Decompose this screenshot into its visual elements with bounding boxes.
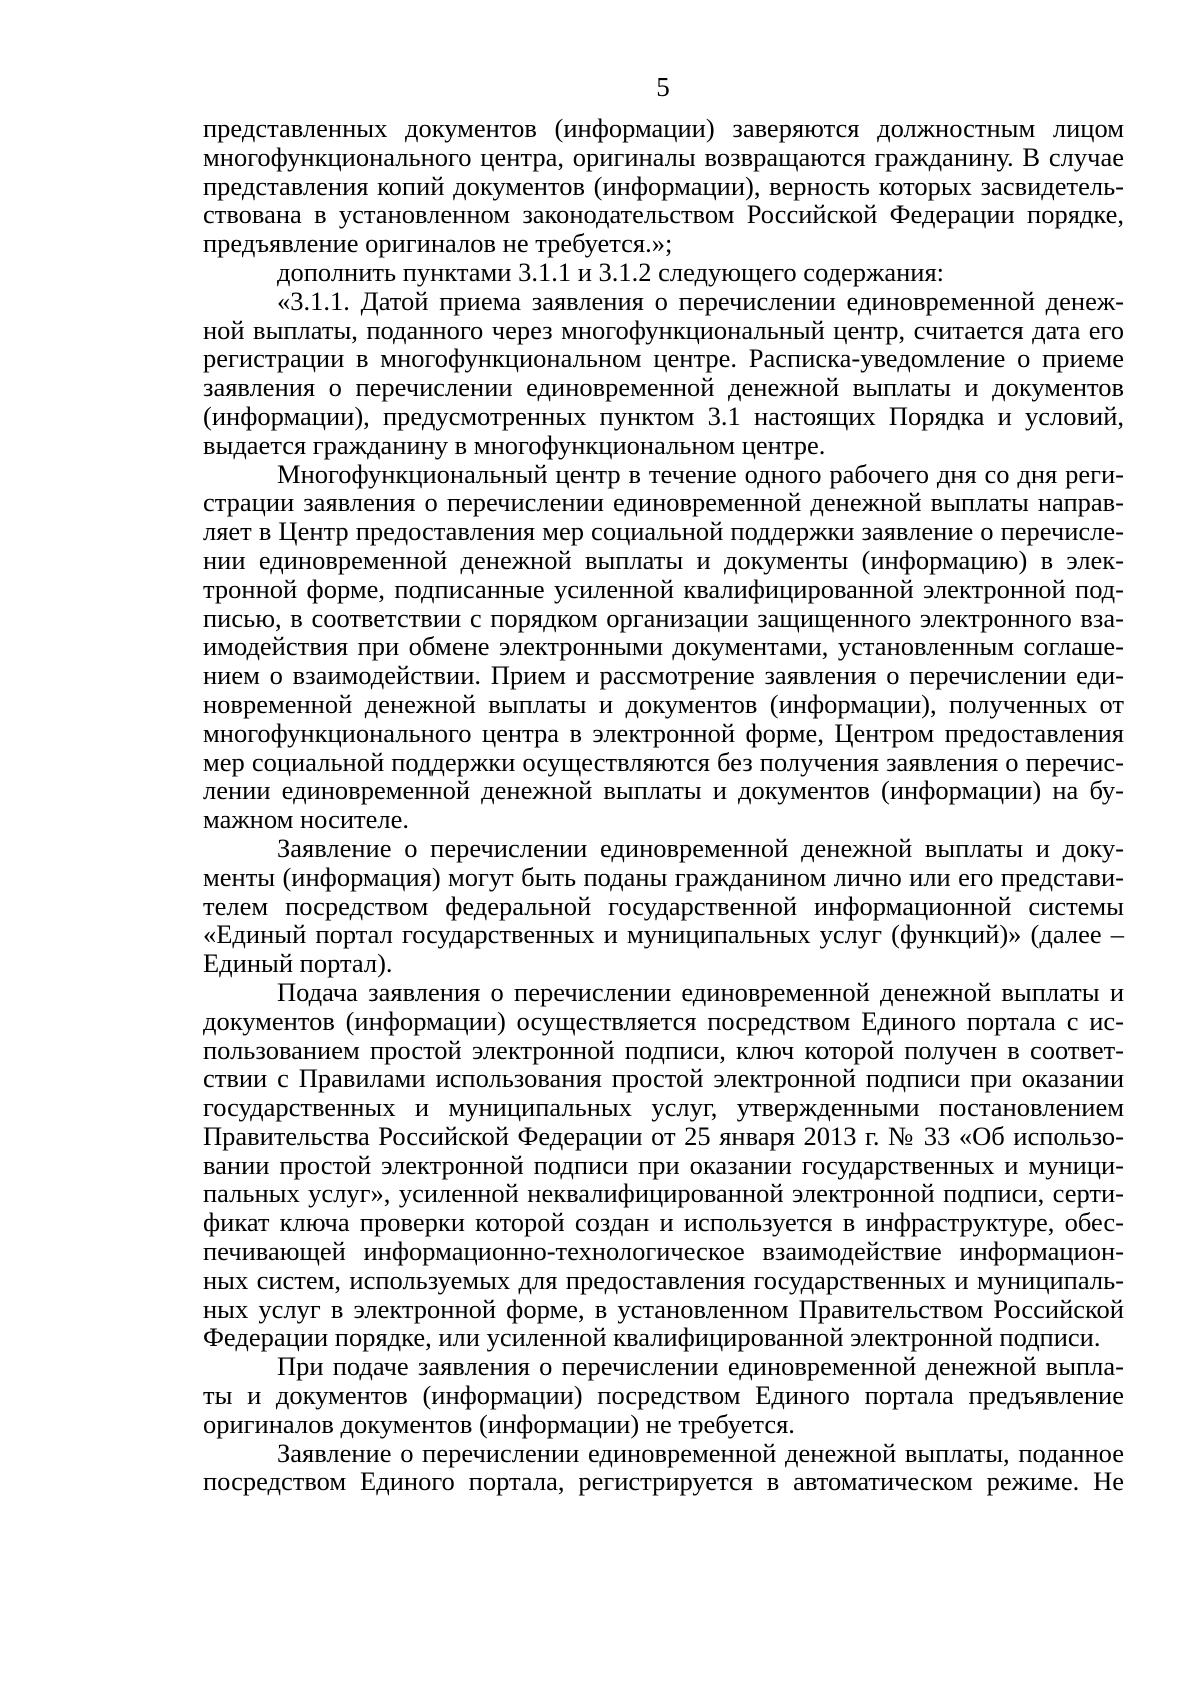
text-line: Многофункциональный центр в течение одного рабочего дня со дня реги-: [277, 458, 1124, 489]
text-line: фикат ключа проверки которой создан и используется в инфраструктуре, обес-: [203, 1207, 1124, 1238]
text-line: ляет в Центр предоставления мер социальной поддержки заявление о перечисле-: [203, 516, 1124, 547]
text-line: Заявление о перечислении единовременной денежной выплаты, поданное: [277, 1437, 1124, 1468]
text-line: Правительства Российской Федерации от 25 января 2013 г. № 33 «Об использо-: [203, 1120, 1124, 1151]
text-line: нии единовременной денежной выплаты и документы (информацию) в элек-: [203, 544, 1124, 575]
text-line: Федерации порядке, или усиленной квалифицированной электронной подписи.: [203, 1322, 1101, 1353]
text-line: Заявление о перечислении единовременной денежной выплаты и доку-: [277, 832, 1124, 863]
text-line: имодействия при обмене электронными документами, установленным соглаше-: [203, 631, 1124, 662]
text-line: посредством Единого портала, регистрируется в автоматическом режиме. Не: [203, 1466, 1124, 1497]
text-line: представления копий документов (информации), верность которых засвидетель-: [203, 170, 1124, 201]
text-line: выдается гражданину в многофункциональном центре.: [203, 429, 826, 460]
text-line: лении единовременной денежной выплаты и документов (информации) на бу-: [203, 775, 1124, 806]
text-line: регистрации в многофункциональном центре. Расписка-уведомление о приеме: [203, 343, 1124, 374]
text-line: (информации), предусмотренных пунктом 3.1 настоящих Порядка и условий,: [203, 400, 1124, 431]
text-line: государственных и муниципальных услуг, утвержденными постановлением: [203, 1092, 1124, 1123]
text-line: документов (информации) осуществляется посредством Единого портала с ис-: [203, 1005, 1124, 1036]
text-line: новременной денежной выплаты и документов (информации), полученных от: [203, 688, 1124, 719]
text-line: оригиналов документов (информации) не требуется.: [203, 1408, 795, 1439]
text-line: менты (информация) могут быть поданы гражданином лично или его представи-: [203, 861, 1124, 892]
text-line: нием о взаимодействии. Прием и рассмотрение заявления о перечислении еди-: [203, 660, 1124, 691]
text-line: заявления о перечислении единовременной денежной выплаты и документов: [203, 372, 1124, 403]
text-line: Подача заявления о перечислении единовременной денежной выплаты и: [277, 976, 1124, 1007]
text-line: телем посредством федеральной государственной информационной системы: [203, 890, 1124, 921]
text-line: пальных услуг», усиленной неквалифицированной электронной подписи, серти-: [203, 1178, 1124, 1209]
text-line: страции заявления о перечислении единовременной денежной выплаты направ-: [203, 487, 1124, 518]
paragraph: [203, 258, 1124, 287]
text-line: ных услуг в электронной форме, в установленном Правительством Российской: [203, 1293, 1124, 1324]
text-line: писью, в соответствии с порядком организации защищенного электронного вза-: [203, 602, 1124, 633]
text-line: предъявление оригиналов не требуется.»;: [203, 228, 673, 259]
text-line: мажном носителе.: [203, 804, 409, 835]
text-line: ных систем, используемых для предоставления государственных и муниципаль-: [203, 1264, 1124, 1295]
text-line: Единый портал).: [203, 948, 393, 979]
text-line: ты и документов (информации) посредством Единого портала предъявление: [203, 1380, 1124, 1411]
text-line: дополнить пунктами 3.1.1 и 3.1.2 следующего содержания:: [277, 256, 945, 287]
paragraph: [203, 1439, 1124, 1497]
text-line: тронной форме, подписанные усиленной квалифицированной электронной под-: [203, 573, 1124, 604]
paragraph: [203, 1352, 1124, 1438]
text-line: ной выплаты, поданного через многофункциональный центр, считается дата его: [203, 314, 1124, 345]
text-line: При подаче заявления о перечислении единовременной денежной выпла-: [277, 1351, 1124, 1382]
text-line: многофункционального центра в электронной форме, Центром предоставления: [203, 717, 1124, 748]
text-line: пользованием простой электронной подписи, ключ которой получен в соответ-: [203, 1034, 1124, 1065]
paragraph: [203, 460, 1124, 834]
text-line: «3.1.1. Датой приема заявления о перечислении единовременной денеж-: [277, 285, 1124, 316]
text-line: представленных документов (информации) заверяются должностным лицом: [203, 113, 1124, 143]
paragraph: [203, 114, 1124, 258]
text-line: ствована в установленном законодательством Российской Федерации порядке,: [203, 199, 1124, 230]
text-line: печивающей информационно-технологическое взаимодействие информацион-: [203, 1236, 1124, 1267]
paragraph: [203, 287, 1124, 460]
text-line: «Единый портал государственных и муниципальных услуг (функций)» (далее –: [203, 919, 1124, 950]
page-number: 5: [656, 72, 670, 102]
text-line: многофункционального центра, оригиналы возвращаются гражданину. В случае: [203, 141, 1124, 172]
paragraph: [203, 978, 1124, 1352]
paragraph: [203, 834, 1124, 978]
document-body: [203, 114, 1124, 1496]
text-line: мер социальной поддержки осуществляются без получения заявления о перечис-: [203, 746, 1124, 777]
text-line: ствии с Правилами использования простой электронной подписи при оказании: [203, 1063, 1124, 1094]
text-line: вании простой электронной подписи при оказании государственных и муници-: [203, 1149, 1124, 1180]
